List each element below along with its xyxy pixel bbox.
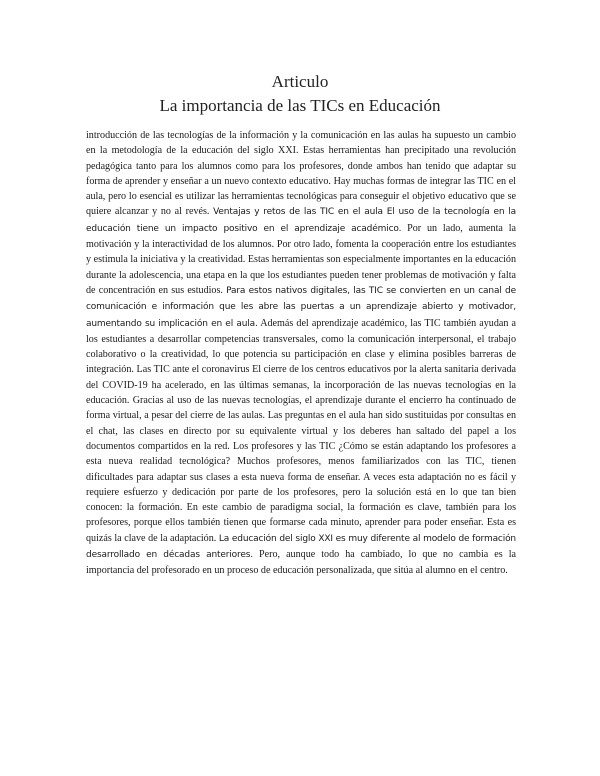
article-segment-highlight: Para estos nativos digitales, las TIC se convierten en un canal de comunicación e información que les abre las puertas a un aprendizaje abierto y motivador, aumentando su implicación en el aula.	[86, 285, 516, 329]
article-segment-highlight: La educación del siglo XXI es muy diferente al modelo de formación desarrollado en décadas anteriores.	[86, 533, 516, 561]
article-segment: Por un lado, aumenta la motivación y la interactividad de los alumnos. Por otro lado, fomenta la cooperación entre los estudiantes y estimula la iniciativa y la creatividad. Estas herramientas son especialmente importantes en la educación durante la adolescencia, una etapa en la que los estudiantes pueden tener problemas de motivación y falta de concentración en sus estudios.	[86, 222, 516, 296]
article-segment: Pero, aunque todo ha cambiado, lo que no cambia es la importancia del profesorado en un proceso de educación personalizada, que sitúa al alumno en el centro.	[86, 549, 516, 577]
article-segment: Además del aprendizaje académico, las TIC también ayudan a los estudiantes a desarrollar competencias transversales, como la comunicación interpersonal, el trabajo colaborativo o la creatividad, lo que potencia su participación en clase y elimina posibles barreras de integración. Las TIC ante el coronavirus El cierre de los centros educativos por la alerta sanitaria derivada del COVID-19 ha acelerado, en las últimas semanas, la incorporación de las nuevas tecnologías en la educación. Gracias al uso de las nuevas tecnologías, el aprendizaje durante el encierro ha continuado de forma virtual, a pesar del cierre de las aulas. Las preguntas en el aula han sido sustituidas por consultas en el chat, las clases en directo por su equivalente virtual y los deberes han saltado del papel a los documentos compartidos en la red. Los profesores y las TIC ¿Cómo se están adaptando los profesores a esta nueva realidad tecnológica? Muchos profesores, menos familiarizados con las TIC, tienen dificultades para adaptar sus clases a esta nueva forma de enseñar. A veces esta adaptación no es fácil y requiere esfuerzo y dedicación por parte de los profesores, pero la solución está en lo que tan bien conocen: la formación. En este cambio de paradigma social, la formación es clave, también para los profesores, porque ellos también tienen que formarse cada minuto, aprender para poder enseñar. Esta es quizás la clave de la adaptación.	[86, 317, 516, 544]
article-segment: introducción de las tecnologías de la información y la comunicación en las aulas ha supuesto un cambio en la metodología de la educación del siglo XXI. Estas herramientas han precipitado una revolución pedagógica tanto para los alumnos como para los profesores, donde ambos han tenido que adaptar su forma de aprender y enseñar a un nuevo contexto educativo. Hay muchas formas de integrar las TIC en el aula, pero lo esencial es utilizar las herramientas tecnológicas para conseguir el objetivo educativo que se quiere alcanzar y no al revés.	[86, 130, 516, 218]
article-body	[86, 128, 516, 579]
document-heading: Articulo	[271, 72, 329, 91]
article-segment-highlight: Ventajas y retos de las TIC en el aula El uso de la tecnología en la educación tiene un impacto positivo en el aprendizaje académico.	[86, 207, 516, 234]
document-title: La importancia de las TICs en Educación	[159, 96, 441, 115]
